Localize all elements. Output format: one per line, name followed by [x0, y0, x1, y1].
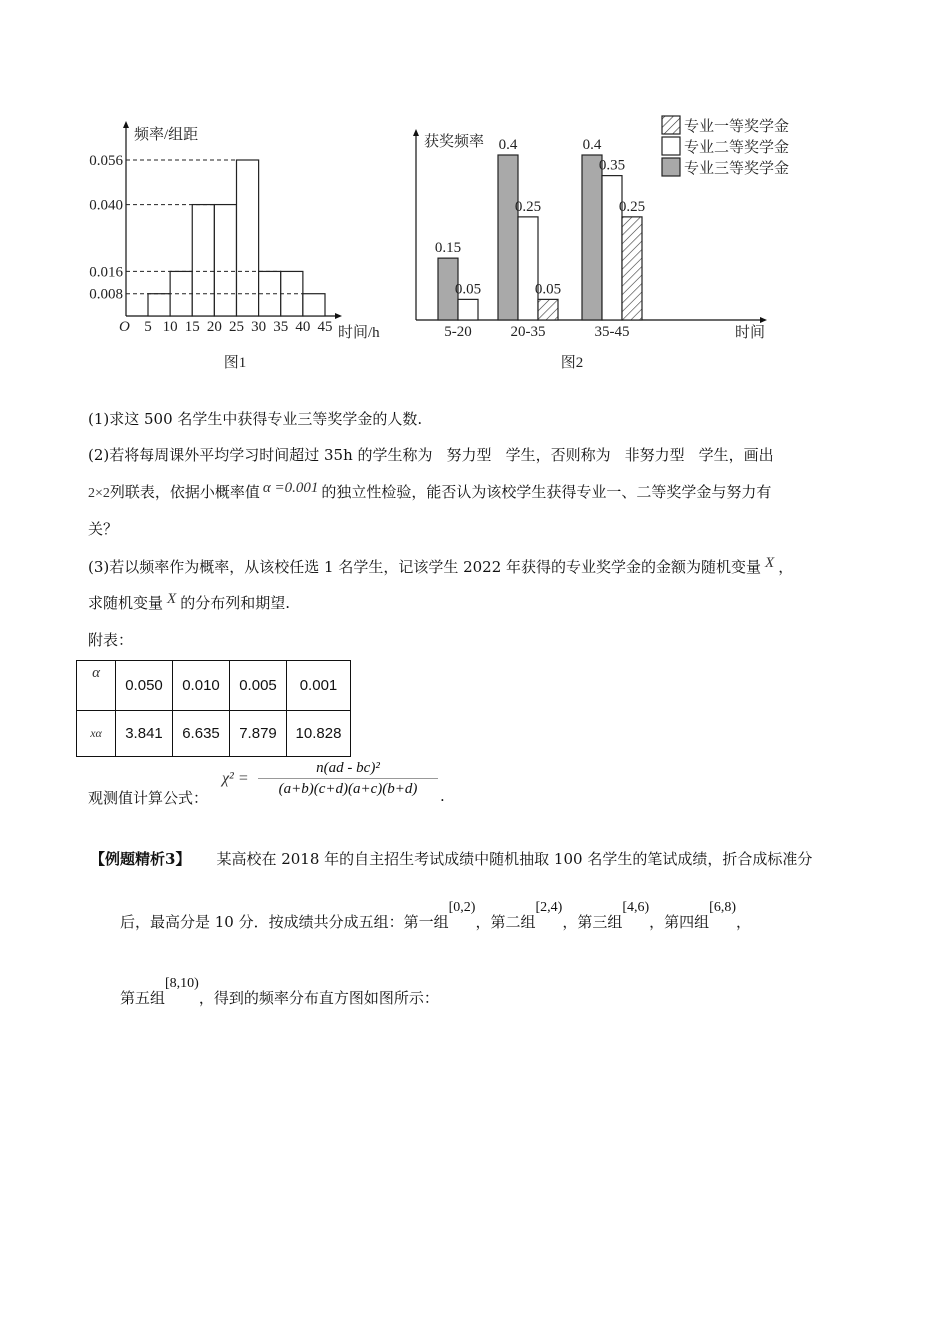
table-cell: 0.001	[287, 661, 351, 711]
example-line3	[120, 976, 439, 1008]
table-cell: 6.635	[173, 711, 230, 757]
q2-text: 列联表，依据小概率值	[109, 483, 260, 501]
legend-swatch	[662, 137, 680, 155]
x-alpha-header: xα	[77, 711, 116, 757]
interval: [4,6)	[622, 900, 650, 915]
x-tick-label: 45	[317, 319, 333, 335]
histogram-bar	[170, 271, 192, 316]
q3-variable: X	[167, 591, 177, 607]
y-axis-label: 获奖频率	[424, 134, 485, 150]
histogram-bar	[192, 205, 214, 316]
data-label: 0.4	[498, 137, 518, 153]
x-tick-label: 20-35	[510, 324, 546, 340]
legend-label: 专业一等奖学金	[684, 119, 790, 135]
q2-alpha: α =0.001	[262, 480, 319, 496]
example-line2	[120, 900, 752, 932]
histogram-bar	[303, 294, 325, 316]
histogram-bar	[214, 205, 236, 316]
formula-lhs: χ² =	[222, 770, 249, 787]
example-text: ，第三组	[562, 913, 623, 931]
table-cell: 7.879	[230, 711, 287, 757]
table-row	[77, 661, 351, 711]
table-cell: 0.005	[230, 661, 287, 711]
formula-numerator: n(ad - bc)²	[258, 760, 438, 779]
example-text: ，得到的频率分布直方图如图所示：	[198, 989, 439, 1007]
figure-caption: 图1	[223, 355, 247, 371]
legend-label: 专业三等奖学金	[684, 161, 790, 177]
x-tick-label: 35-45	[594, 324, 630, 340]
y-tick-label: 0.016	[89, 264, 123, 281]
question-2-line3: 关？	[88, 520, 119, 538]
x-tick-label: 5	[144, 319, 152, 335]
q3-comma: ，	[778, 558, 794, 576]
data-label: 0.05	[454, 281, 482, 298]
origin-label: O	[119, 319, 130, 335]
appendix-label: 附表：	[88, 631, 134, 649]
q2-table-size: 2×2	[88, 486, 110, 501]
x-tick-label: 10	[162, 319, 178, 335]
q3-text: (3)若以频率作为概率，从该校任选 1 名学生，记该学生 2022 年获得的专业奖学金的金额为随机变量	[88, 558, 762, 576]
x-axis-label: 时间	[735, 325, 766, 341]
histogram-bar	[237, 160, 259, 316]
data-label: 0.05	[534, 281, 562, 298]
x-tick-label: 20	[206, 319, 222, 335]
q2-term-hardworking: 努力型	[446, 446, 492, 464]
interval: [6,8)	[709, 900, 736, 915]
q2-text: (2)若将每周课外平均学习时间超过 35h 的学生称为	[88, 446, 433, 464]
x-axis-arrow	[760, 317, 767, 323]
bar-chart-figure-2	[413, 116, 789, 371]
q2-term-not-hardworking: 非努力型	[624, 446, 685, 464]
figure-caption: 图2	[560, 355, 584, 371]
data-label: 0.25	[514, 198, 542, 215]
histogram-figure-1	[89, 121, 380, 371]
bar	[602, 176, 622, 320]
q2-text: 学生，画出	[698, 446, 774, 464]
bar	[538, 299, 558, 320]
bar	[498, 155, 518, 320]
question-3-line1	[88, 556, 793, 577]
example-text: 后，最高分是 10 分．按成绩共分成五组：第一组	[120, 913, 449, 931]
histogram-bar	[148, 294, 170, 316]
legend-label: 专业二等奖学金	[684, 140, 790, 156]
bar	[622, 217, 642, 320]
q3-variable: X	[765, 555, 775, 571]
question-3-line2	[88, 592, 290, 613]
table-cell: 3.841	[116, 711, 173, 757]
critical-value-table	[76, 660, 351, 757]
y-axis-arrow	[123, 121, 129, 128]
example-text: ，第四组	[649, 913, 710, 931]
example-text: 第五组	[120, 989, 166, 1007]
x-axis-arrow	[335, 313, 342, 319]
example-tag: 【例题精析3】	[90, 850, 191, 868]
bar	[458, 299, 478, 320]
x-axis-label: 时间/h	[338, 325, 380, 341]
x-tick-label: 40	[295, 319, 311, 335]
y-tick-label: 0.056	[89, 153, 123, 169]
x-tick-label: 5-20	[444, 324, 472, 340]
interval: [2,4)	[535, 900, 563, 915]
interval: [0,2)	[448, 900, 476, 915]
x-tick-label: 30	[251, 319, 267, 335]
y-tick-label: 0.008	[89, 286, 123, 303]
data-label: 0.15	[434, 240, 462, 257]
table-row	[77, 711, 351, 757]
q2-text: 的独立性检验，能否认为该校学生获得专业一、二等奖学金与努力有	[321, 483, 772, 501]
data-label: 0.4	[582, 137, 602, 153]
example-text: ，	[736, 913, 752, 931]
alpha-header: α	[77, 661, 116, 711]
x-tick-label: 15	[184, 319, 200, 335]
x-tick-label: 25	[229, 319, 244, 335]
data-label: 0.35	[598, 157, 626, 174]
example-line1	[90, 848, 812, 869]
question-2-line1	[88, 444, 774, 465]
y-axis-arrow	[413, 129, 419, 136]
question-2-line2	[88, 481, 771, 502]
table-cell: 10.828	[287, 711, 351, 757]
legend-swatch	[662, 158, 680, 176]
interval: [8,10)	[165, 976, 199, 991]
formula-label: 观测值计算公式：	[88, 789, 209, 807]
histogram-bar	[281, 271, 303, 316]
q3-text: 求随机变量	[88, 594, 164, 612]
legend-swatch	[662, 116, 680, 134]
formula-denominator: (a+b)(c+d)(a+c)(b+d)	[278, 781, 418, 797]
q2-text: 学生，否则称为	[505, 446, 611, 464]
formula-end: .	[440, 787, 445, 805]
figures	[0, 0, 950, 380]
table-cell: 0.050	[116, 661, 173, 711]
question-1: (1)求这 500 名学生中获得专业三等奖学金的人数.	[88, 410, 423, 428]
y-axis-label: 频率/组距	[134, 127, 199, 143]
y-tick-label: 0.040	[89, 197, 123, 214]
table-cell: 0.010	[173, 661, 230, 711]
chi-square-formula	[258, 760, 438, 798]
bar	[582, 155, 602, 320]
example-text: ，第二组	[475, 913, 536, 931]
q3-text: 的分布列和期望.	[180, 594, 290, 612]
example-text: 某高校在 2018 年的自主招生考试成绩中随机抽取 100 名学生的笔试成绩，折合成标准分	[216, 850, 813, 868]
x-tick-label: 35	[273, 319, 289, 335]
bar	[518, 217, 538, 320]
data-label: 0.25	[618, 198, 646, 215]
